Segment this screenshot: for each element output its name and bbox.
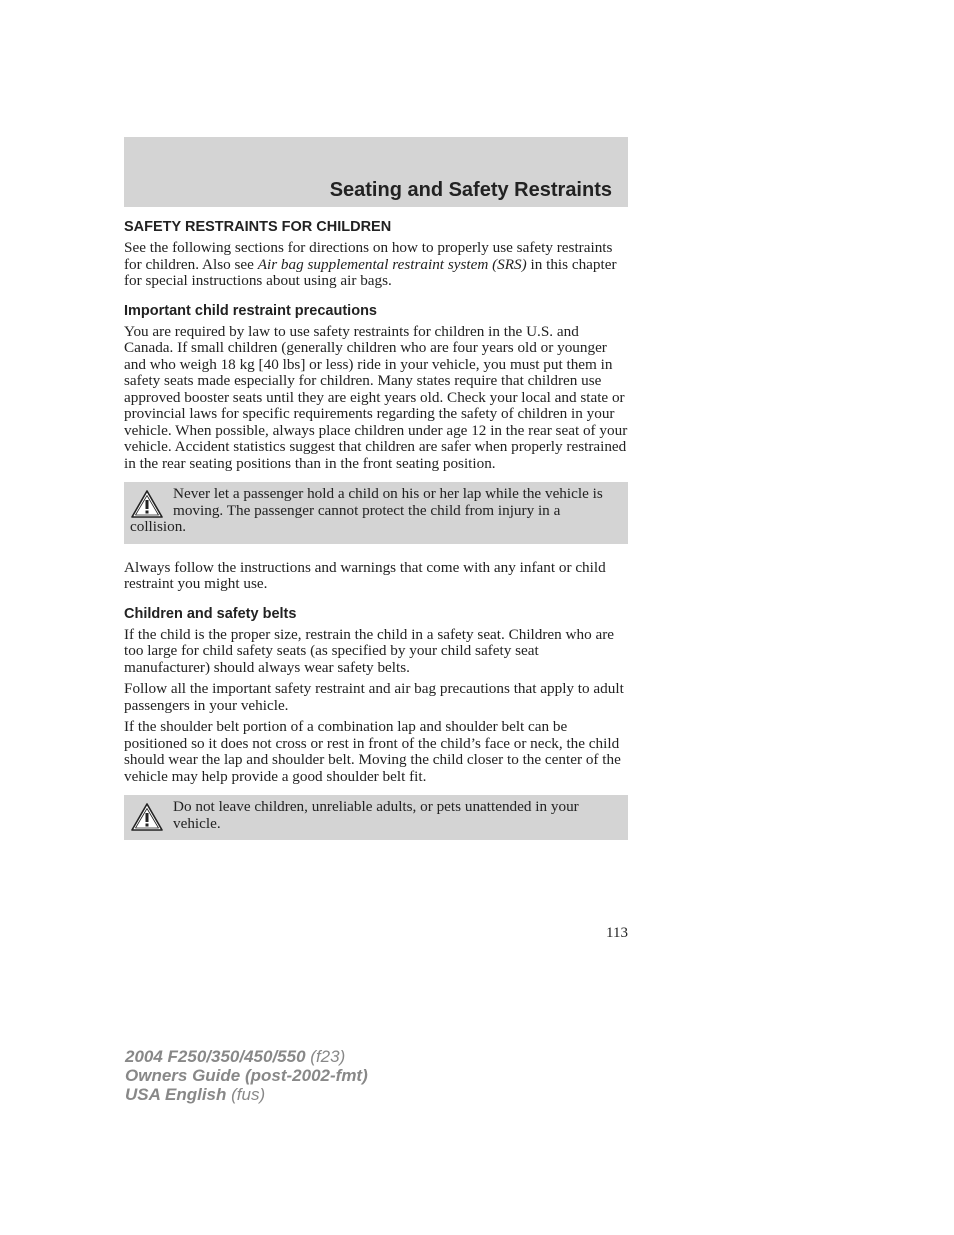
warning-box-lap (124, 482, 628, 544)
warning-text-lap: Never let a passenger hold a child on his or her lap while the vehicle is moving. The passenger cannot protect the child from injury in a collision. (130, 485, 603, 535)
warning-triangle-icon (130, 489, 164, 519)
chapter-header (124, 137, 628, 207)
intro-text-before: See the following sections for directions on how to properly use safety restraints for children. Also see (124, 239, 613, 273)
section-heading: SAFETY RESTRAINTS FOR CHILDREN (124, 219, 392, 235)
footer-model: 2004 F250/350/450/550 (125, 1047, 306, 1066)
footer-language-code: (fus) (226, 1085, 266, 1104)
belts-paragraph-1: If the child is the proper size, restrain the child in a safety seat. Children who are too large for child safety seats (as specified by your child safety seat manufacturer) should always wear safety belts. (124, 625, 615, 676)
intro-italic-reference: Air bag supplemental restraint system (SRS) (257, 255, 527, 273)
document-footer (125, 1047, 368, 1104)
belts-heading: Children and safety belts (124, 605, 297, 622)
footer-line-model (125, 1047, 368, 1066)
section-intro (124, 240, 628, 290)
footer-language: USA English (125, 1085, 227, 1104)
belts-paragraph-3: If the shoulder belt portion of a combination lap and shoulder belt can be positioned so it does not cross or rest in front of the child’s face or neck, the child should wear the lap and shoulder belt. Moving the child closer to the center of the vehicle may help provide a good shoulder belt fit. (124, 718, 621, 785)
footer-line-guide (125, 1066, 368, 1085)
precautions-paragraph: You are required by law to use safety restraints for children in the U.S. and Canada. If small children (generally children who are four years old or younger and who weigh 18 kg [40 lbs] or less) ride in your vehicle, you must put them in safety seats made especially for children. Many states require that children use approved booster seats until they are eight years old. Check your local and state or provincial laws for specific requirements regarding the safety of children in your vehicle. When possible, always place children under age 12 in the rear seat of your vehicle. Accident statistics suggest that children are safer when properly restrained in the rear seating positions than in the front seating position. (124, 322, 628, 472)
page-content (124, 219, 628, 856)
warning-text-unattended: Do not leave children, unreliable adults, or pets unattended in your vehicle. (173, 798, 579, 832)
warning-box-unattended (124, 795, 628, 840)
footer-line-language (125, 1085, 368, 1104)
warning-triangle-icon (130, 802, 164, 832)
belts-paragraph-2: Follow all the important safety restraint and air bag precautions that apply to adult passengers in your vehicle. (124, 680, 624, 714)
intro-text-after: in this chapter for special instructions about using air bags. (124, 255, 617, 289)
precautions-heading: Important child restraint precautions (124, 302, 377, 319)
footer-model-code: (f23) (305, 1047, 346, 1066)
footer-guide: Owners Guide (post-2002-fmt) (125, 1066, 368, 1085)
chapter-title: Seating and Safety Restraints (329, 179, 612, 201)
page-number: 113 (606, 925, 628, 941)
follow-instructions-paragraph: Always follow the instructions and warnings that come with any infant or child restraint you might use. (124, 558, 606, 592)
